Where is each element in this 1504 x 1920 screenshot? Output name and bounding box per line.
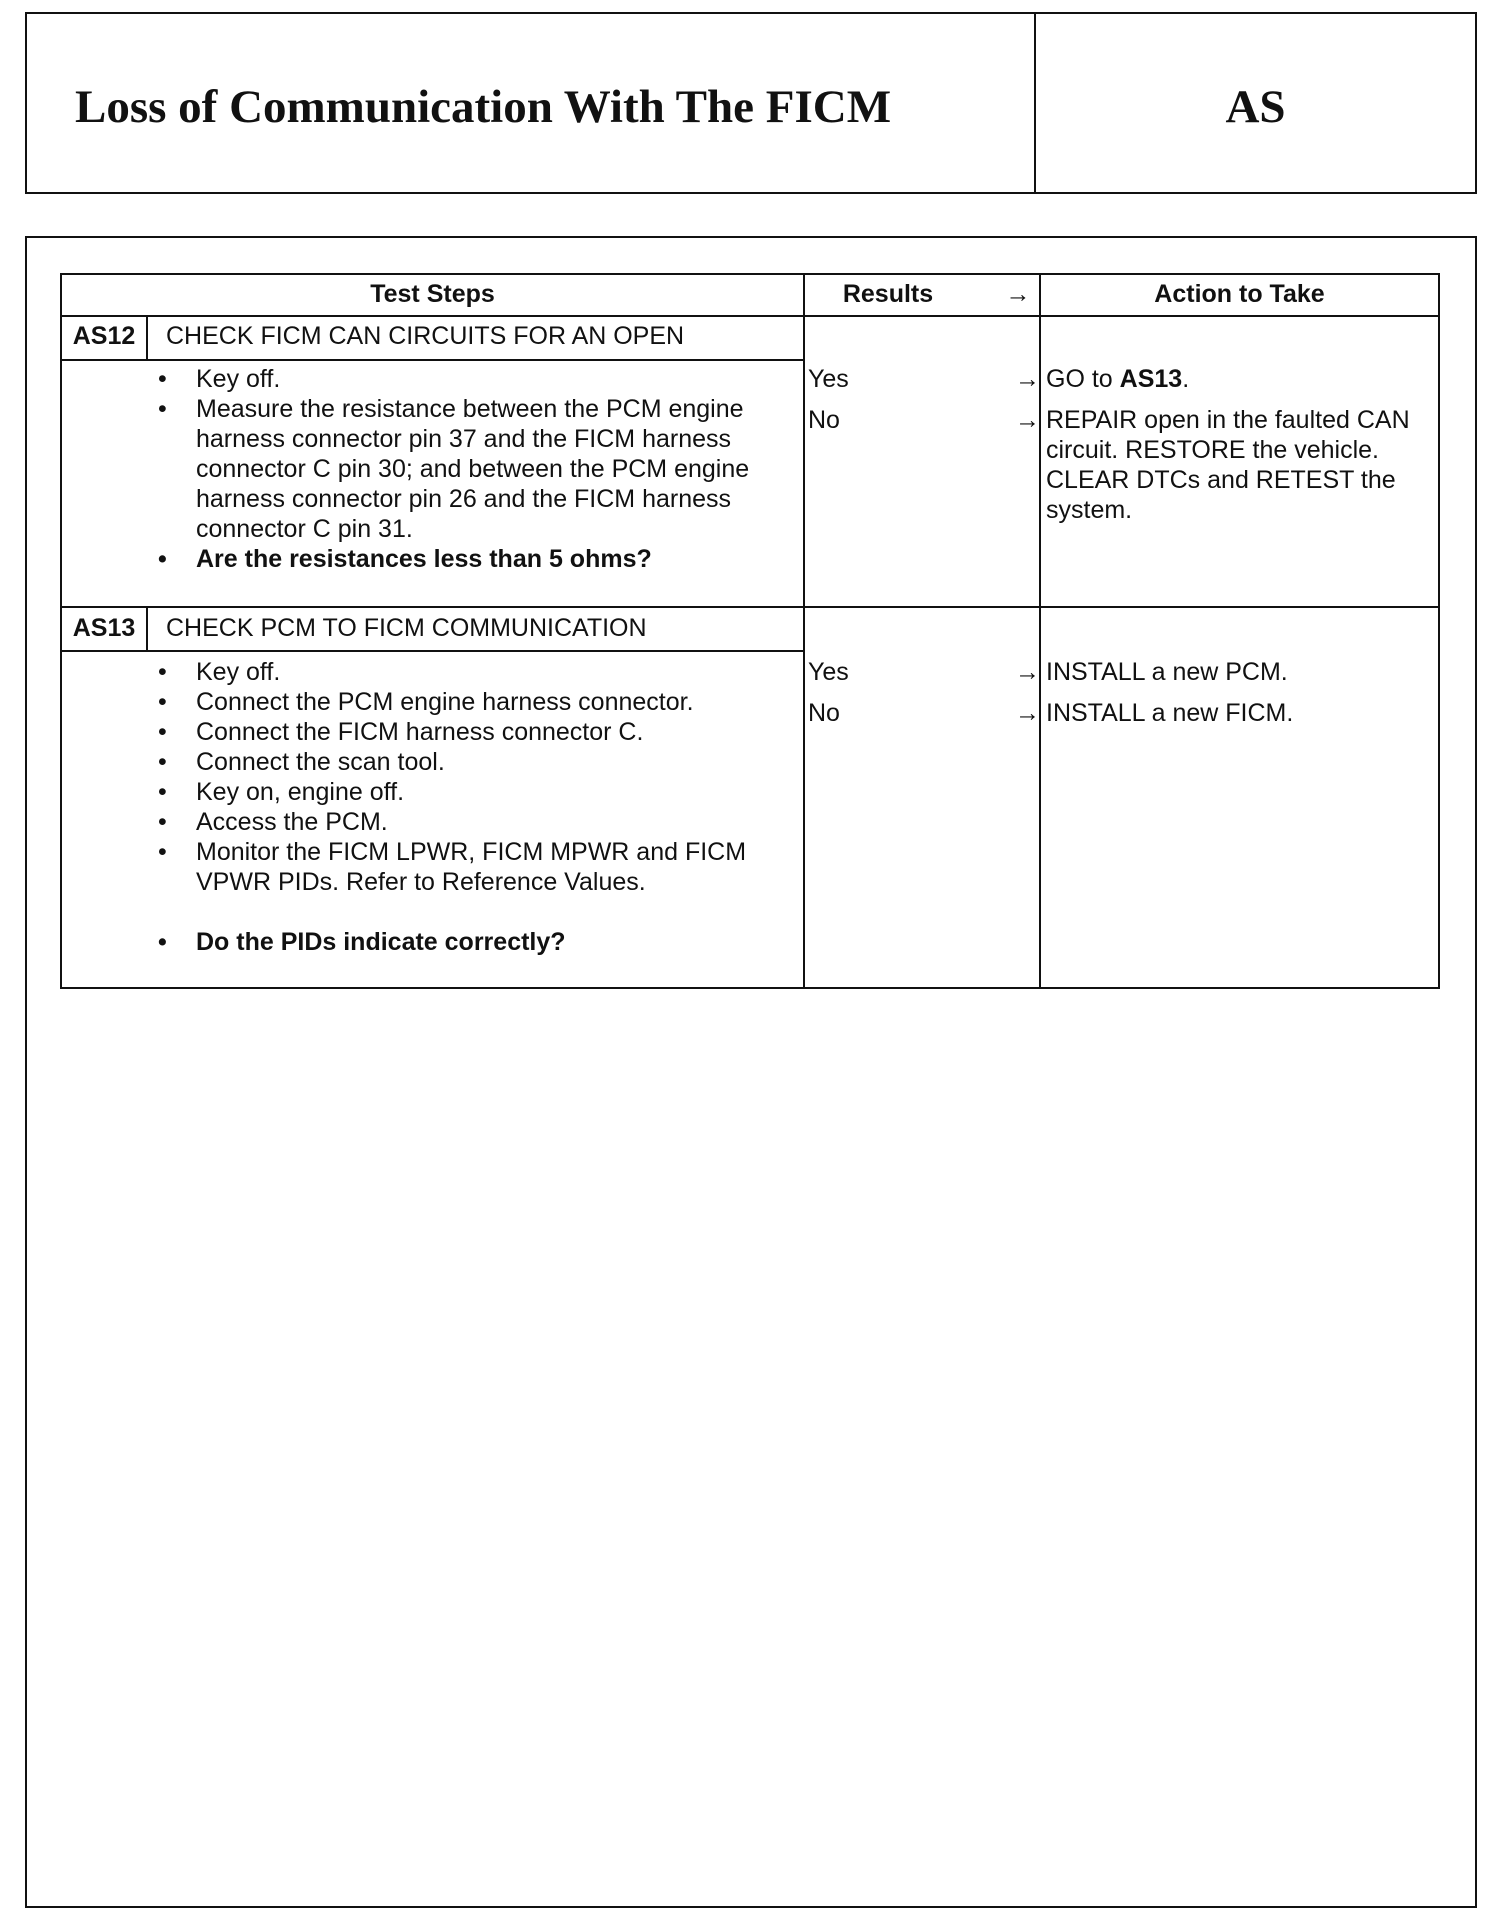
action-no-as12: REPAIR open in the faulted CAN circuit. RESTORE the vehicle. CLEAR DTCs and RETEST the system. — [1046, 406, 1410, 524]
bullet-icon: • — [158, 395, 167, 423]
step-id-as12: AS12 — [72, 322, 136, 350]
action-no-as13: INSTALL a new FICM. — [1046, 699, 1294, 727]
list-item: • Connect the FICM harness connector C. — [158, 718, 644, 746]
step-id-as13: AS13 — [72, 614, 136, 642]
step-divider — [62, 606, 1438, 608]
list-item-question: • Are the resistances less than 5 ohms? — [158, 545, 652, 573]
page-header — [25, 12, 1477, 194]
action-yes-as12: GO to AS13. — [1046, 365, 1190, 393]
result-no-as12: No — [808, 406, 840, 434]
result-yes-as12: Yes — [808, 365, 849, 393]
result-no-as13: No — [808, 699, 840, 727]
bullet-icon: • — [158, 838, 167, 866]
bullet-icon: • — [158, 365, 167, 393]
step-title-as12: CHECK FICM CAN CIRCUITS FOR AN OPEN — [166, 322, 685, 350]
step-title-divider — [62, 650, 803, 652]
bullet-icon: • — [158, 928, 167, 956]
list-item: • Access the PCM. — [158, 808, 388, 836]
step-bullets-as13 — [150, 657, 780, 957]
step-title-divider — [62, 359, 803, 361]
column-header-test-steps: Test Steps — [370, 280, 495, 308]
content-frame — [25, 236, 1477, 1908]
bullet-icon: • — [158, 545, 167, 573]
list-item: • Monitor the FICM LPWR, FICM MPWR and FICM VPWR PIDs. Refer to Reference Values. — [158, 838, 747, 896]
bullet-icon: • — [158, 658, 167, 686]
list-item: • Connect the PCM engine harness connector. — [158, 688, 694, 716]
result-arrow-icon: → — [1015, 658, 1040, 686]
step-bullets-as12 — [150, 364, 780, 574]
bullet-icon: • — [158, 808, 167, 836]
section-code: AS — [1225, 81, 1286, 133]
bullet-icon: • — [158, 718, 167, 746]
list-item: • Connect the scan tool. — [158, 748, 445, 776]
step-id-divider — [146, 606, 148, 650]
list-item: • Measure the resistance between the PCM engine harness connector pin 37 and the FICM harness connector C pin 30; and between the PCM engine harness connector pin 26 and the FICM harness connector C pin 31. — [158, 395, 750, 543]
column-header-action: Action to Take — [1154, 280, 1325, 308]
action-yes-as13: INSTALL a new PCM. — [1046, 658, 1288, 686]
step-id-divider — [146, 315, 148, 359]
result-arrow-icon: → — [1015, 365, 1040, 393]
column-divider-results — [803, 275, 805, 987]
bullet-icon: • — [158, 688, 167, 716]
result-arrow-icon: → — [1015, 406, 1040, 434]
test-steps-table — [60, 273, 1440, 989]
list-item: • Key off. — [158, 365, 281, 393]
list-item: • Key on, engine off. — [158, 778, 405, 806]
list-item-question: • Do the PIDs indicate correctly? — [158, 928, 566, 956]
list-item: • Key off. — [158, 658, 281, 686]
page-title: Loss of Communication With The FICM — [27, 14, 1036, 192]
result-yes-as13: Yes — [808, 658, 849, 686]
bullet-icon: • — [158, 748, 167, 776]
column-header-results: Results — [842, 280, 934, 308]
bullet-icon: • — [158, 778, 167, 806]
result-arrow-icon: → — [1015, 699, 1040, 727]
column-header-arrow: → — [1005, 280, 1031, 308]
header-divider — [62, 315, 1438, 317]
step-title-as13: CHECK PCM TO FICM COMMUNICATION — [166, 614, 647, 642]
